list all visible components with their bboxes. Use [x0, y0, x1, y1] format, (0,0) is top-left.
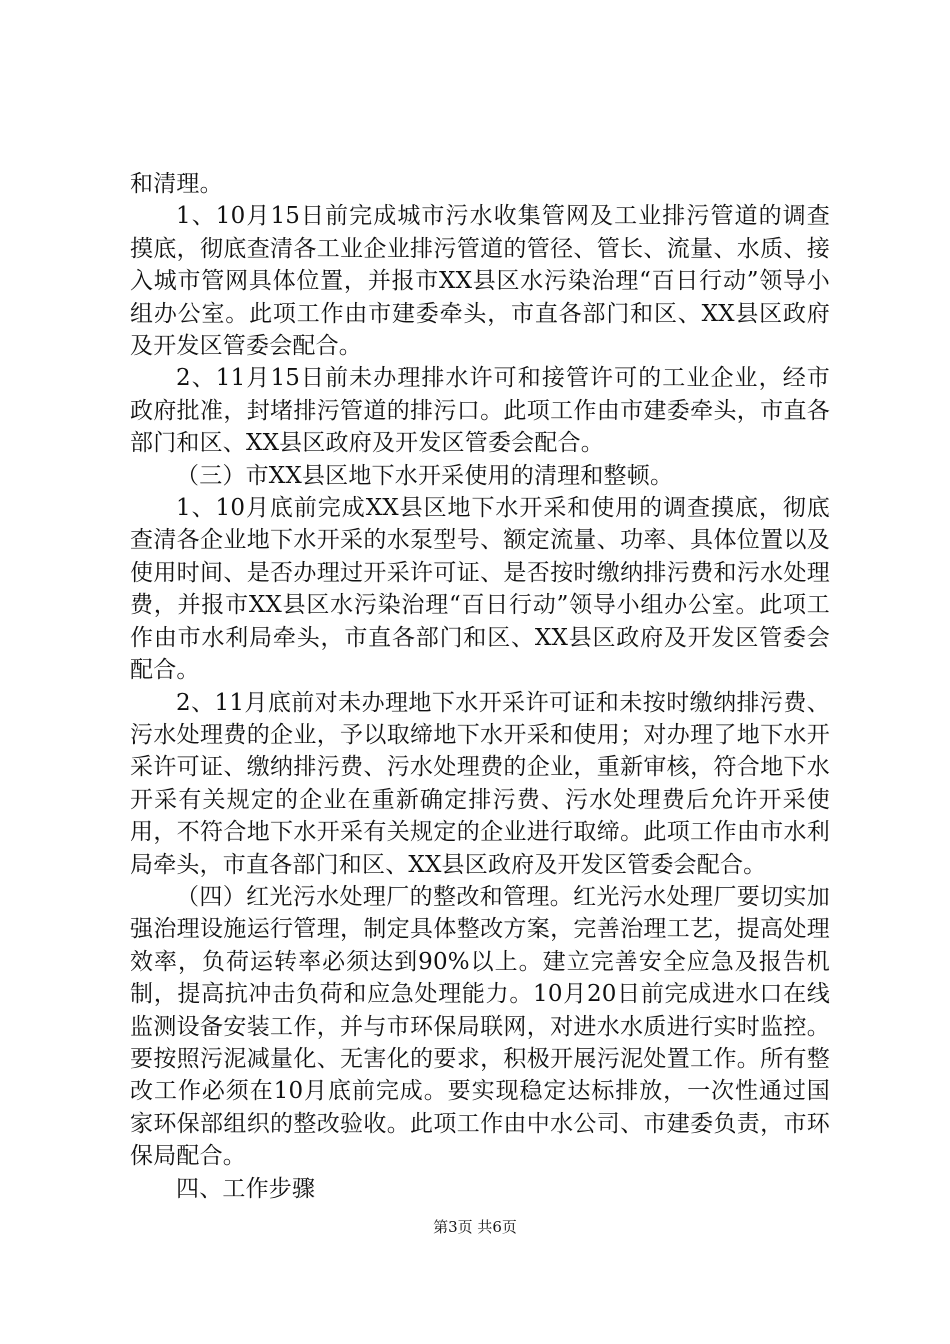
paragraph-item-sewer-survey: 1、10月15日前完成城市污水收集管网及工业排污管道的调查摸底，彻底查清各工业企业排污管道的管径、管长、流量、水质、接入城市管网具体位置，并报市XX县区水污染治理“百日行动”领导小组办公室。此项工作由市建委牵头，市直各部门和区、XX县区政府及开发区管委会配合。 — [130, 203, 830, 360]
page-footer — [0, 1217, 950, 1237]
paragraph-item-treatment-plant: （四）红光污水处理厂的整改和管理。红光污水处理厂要切实加强治理设施运行管理，制定具体整改方案，完善治理工艺，提高处理效率，负荷运转率必须达到90%以上。建立完善安全应急及报告机制，提高抗冲击负荷和应急处理能力。10月20日前完成进水口在线监测设备安装工作，并与市环保局联网，对进水水质进行实时监控。要按照污泥减量化、无害化的要求，积极开展污泥处置工作。所有整改工作必须在10月底前完成。要实现稳定达标排放，一次性通过国家环保部组织的整改验收。此项工作由中水公司、市建委负责，市环保局配合。 — [130, 883, 830, 1170]
paragraph-item-outlet-sealing: 2、11月15日前未办理排水许可和接管许可的工业企业，经市政府批准，封堵排污管道的排污口。此项工作由市建委牵头，市直各部门和区、XX县区政府及开发区管委会配合。 — [130, 365, 830, 457]
page-number-label: 第3页 共6页 — [433, 1218, 517, 1236]
document-body — [130, 168, 830, 1205]
paragraph-continuation: 和清理。 — [130, 171, 223, 197]
section-heading-groundwater: （三）市XX县区地下水开采使用的清理和整顿。 — [176, 462, 674, 489]
section-heading-work-steps: 四、工作步骤 — [176, 1175, 316, 1202]
paragraph-item-groundwater-ban: 2、11月底前对未办理地下水开采许可证和未按时缴纳排污费、污水处理费的企业，予以取缔地下水开采和使用；对办理了地下水开采许可证、缴纳排污费、污水处理费的企业，重新审核，符合地下水开采有关规定的企业在重新确定排污费、污水处理费后允许开采使用，不符合地下水开采有关规定的企业进行取缔。此项工作由市水利局牵头，市直各部门和区、XX县区政府及开发区管委会配合。 — [130, 689, 830, 878]
paragraph-item-groundwater-survey: 1、10月底前完成XX县区地下水开采和使用的调查摸底，彻底查清各企业地下水开采的水泵型号、额定流量、功率、具体位置以及使用时间、是否办理过开采许可证、是否按时缴纳排污费和污水处理费，并报市XX县区水污染治理“百日行动”领导小组办公室。此项工作由市水利局牵头，市直各部门和区、XX县区政府及开发区管委会配合。 — [130, 495, 830, 684]
